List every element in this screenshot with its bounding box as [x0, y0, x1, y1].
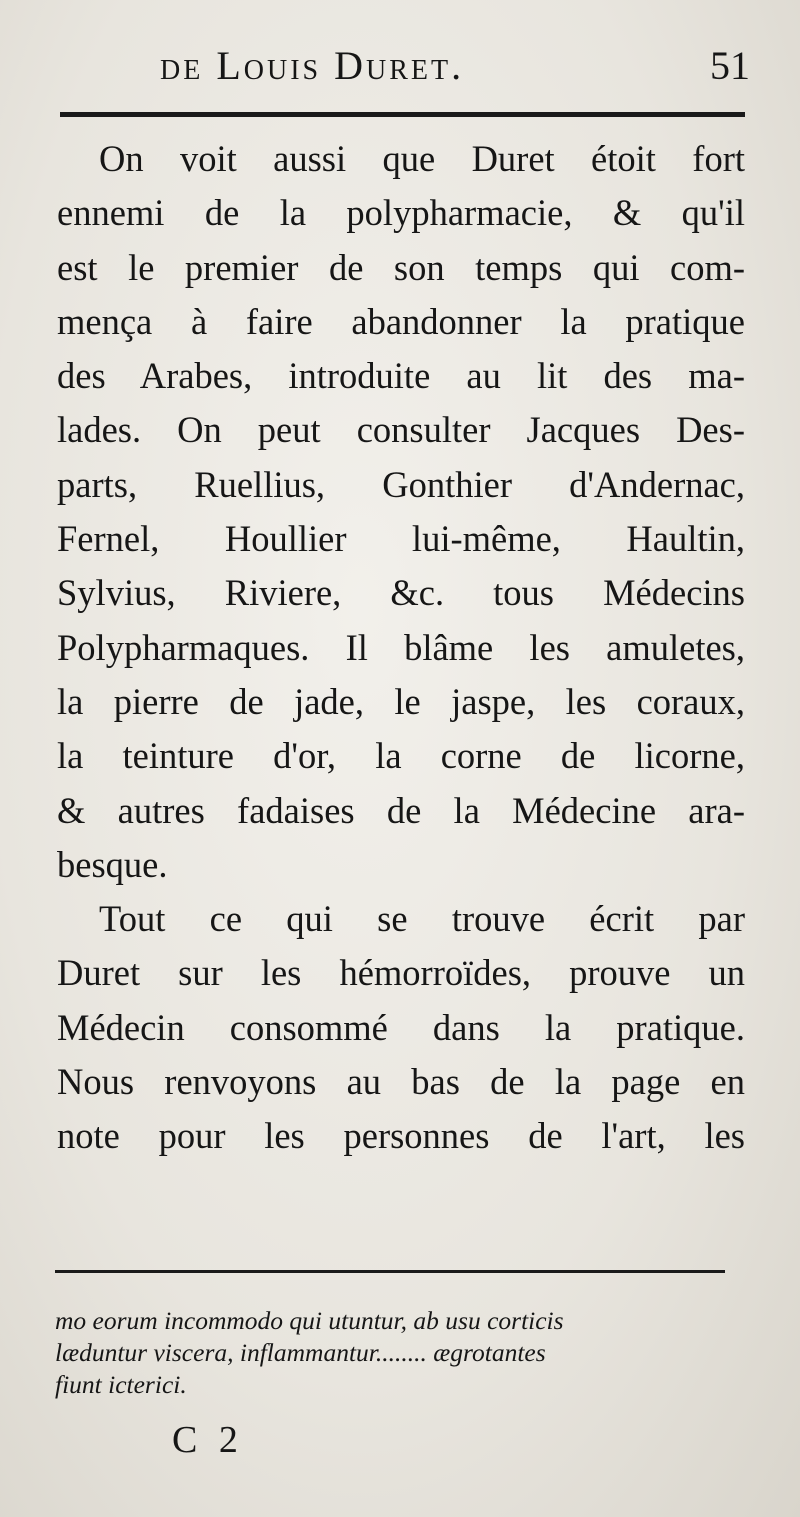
text-line: ennemi de la polypharmacie, & qu'il: [57, 192, 745, 234]
text-line: Médecin consommé dans la pratique.: [57, 1006, 745, 1048]
text-line: est le premier de son temps qui com-: [57, 246, 745, 288]
text-line: la teinture d'or, la corne de licorne,: [57, 735, 745, 777]
text-line: & autres fadaises de la Médecine ara-: [57, 789, 745, 831]
text-line: Fernel, Houllier lui-même, Haultin,: [57, 518, 745, 560]
page-number: 51: [710, 43, 750, 88]
footnote: [55, 1305, 740, 1401]
footnote-line: mo eorum incommodo qui utuntur, ab usu corticis: [55, 1306, 564, 1335]
text-line: Nous renvoyons au bas de la page en: [57, 1061, 745, 1103]
text-line: parts, Ruellius, Gonthier d'Andernac,: [57, 463, 745, 505]
text-line: Duret sur les hémorroïdes, prouve un: [57, 952, 745, 994]
text-line: On voit aussi que Duret étoit fort: [99, 138, 745, 179]
running-head: de Louis Duret.: [160, 43, 465, 88]
footnote-rule: [55, 1270, 725, 1273]
text-line: lades. On peut consulter Jacques Des-: [57, 409, 745, 451]
main-text: [57, 132, 745, 1164]
page-header: [60, 42, 750, 102]
header-rule: [60, 112, 745, 117]
text-line: des Arabes, introduite au lit des ma-: [57, 355, 745, 397]
text-line: la pierre de jade, le jaspe, les coraux,: [57, 680, 745, 722]
text-line: Sylvius, Riviere, &c. tous Médecins: [57, 572, 745, 614]
text-line: Polypharmaques. Il blâme les amuletes,: [57, 626, 745, 668]
footnote-line: læduntur viscera, inflammantur........ ægrotantes: [55, 1338, 546, 1367]
text-line: note pour les personnes de l'art, les: [57, 1115, 745, 1157]
text-line: Tout ce qui se trouve écrit par: [99, 898, 745, 940]
text-line: mença à faire abandonner la pratique: [57, 300, 745, 342]
text-line: besque.: [57, 843, 168, 885]
footnote-line: fiunt icterici.: [55, 1370, 187, 1399]
signature-mark: C 2: [172, 1419, 244, 1461]
